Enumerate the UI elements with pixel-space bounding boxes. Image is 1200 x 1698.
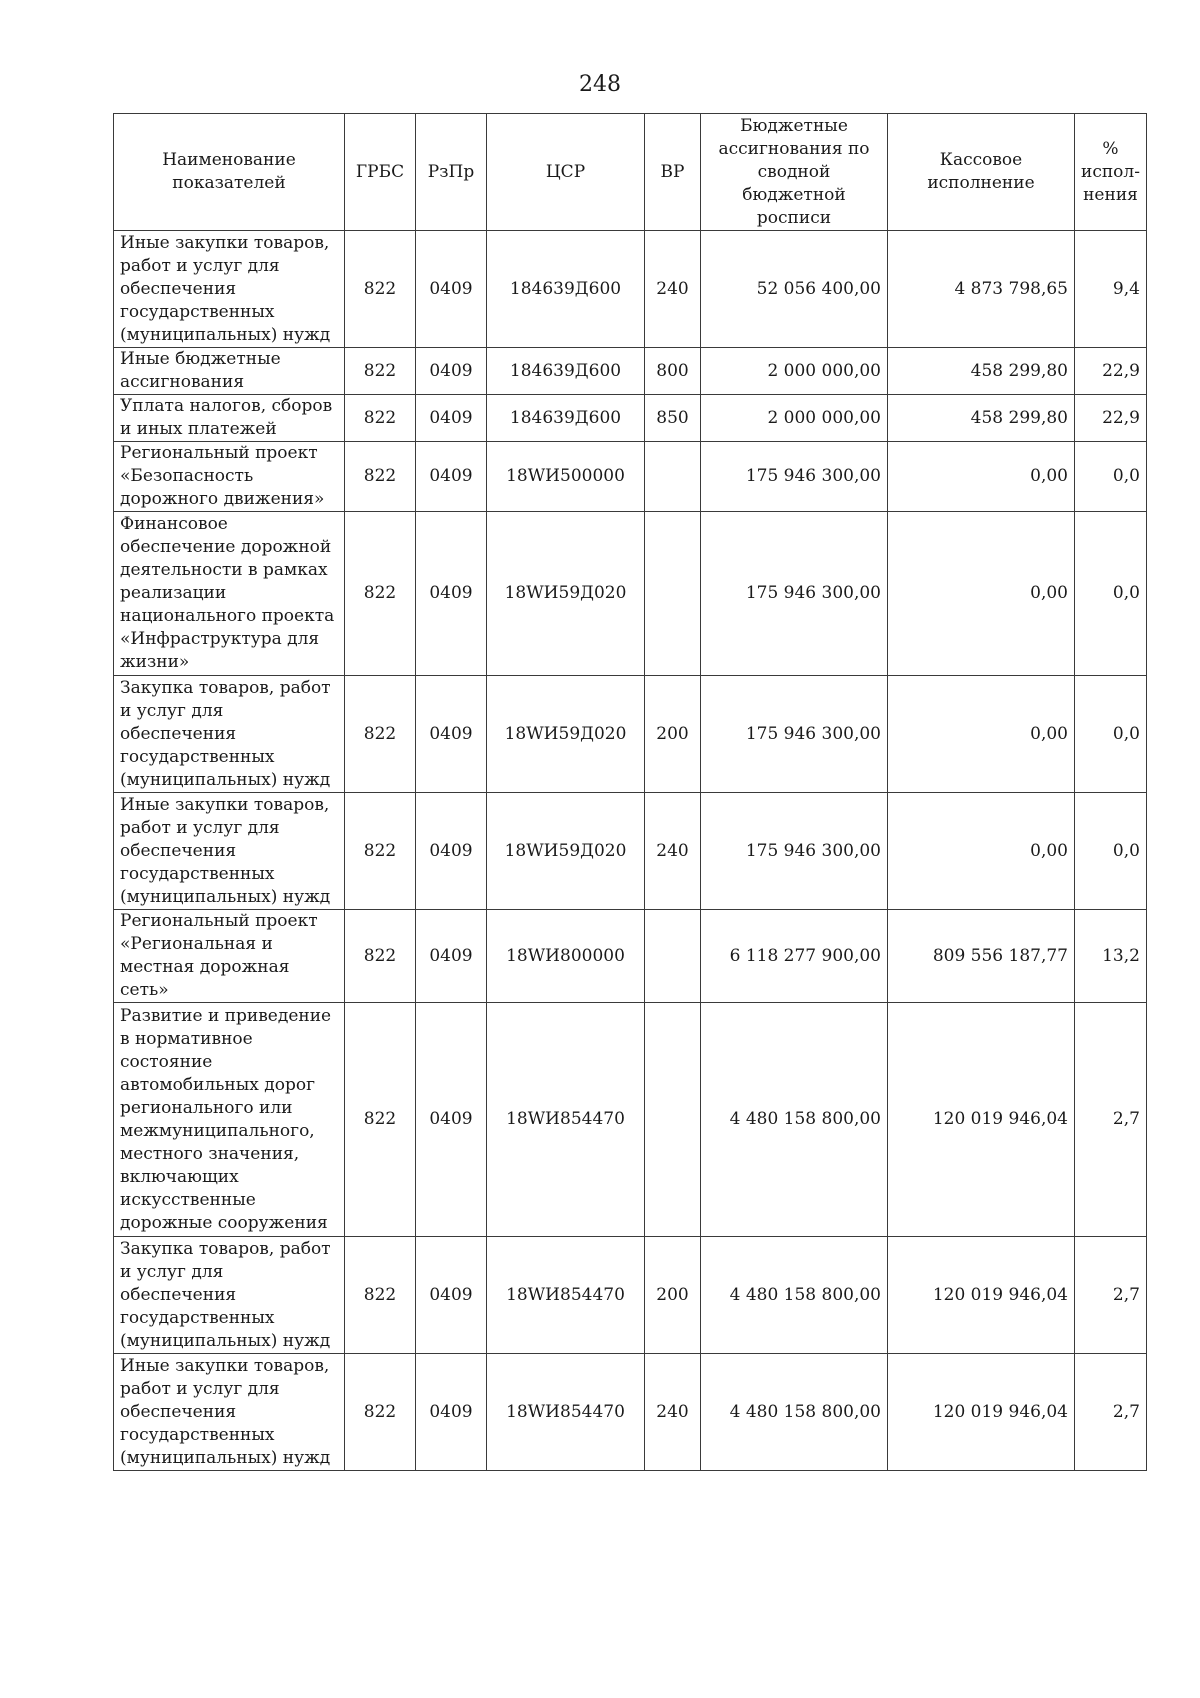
row-budget: 4 480 158 800,00 bbox=[701, 1354, 888, 1471]
row-rzpr: 0409 bbox=[416, 1354, 487, 1471]
table-body bbox=[114, 231, 1147, 1471]
row-csr: 184639Д600 bbox=[487, 395, 645, 442]
row-grbs: 822 bbox=[345, 1003, 416, 1237]
table-row bbox=[114, 395, 1147, 442]
row-rzpr: 0409 bbox=[416, 512, 487, 676]
row-budget: 175 946 300,00 bbox=[701, 512, 888, 676]
row-cash: 0,00 bbox=[888, 676, 1075, 793]
table-row bbox=[114, 512, 1147, 676]
header-rzpr: РзПр bbox=[416, 114, 487, 231]
row-grbs: 822 bbox=[345, 1237, 416, 1354]
row-name: Иные закупки товаров, работ и услуг для обеспечения государственных (муниципальных) нужд bbox=[114, 793, 345, 910]
row-cash: 0,00 bbox=[888, 442, 1075, 512]
row-pct: 2,7 bbox=[1075, 1003, 1147, 1237]
table-row bbox=[114, 348, 1147, 395]
header-grbs: ГРБС bbox=[345, 114, 416, 231]
row-cash: 0,00 bbox=[888, 793, 1075, 910]
row-name: Уплата налогов, сборов и иных платежей bbox=[114, 395, 345, 442]
row-vr bbox=[645, 512, 701, 676]
row-vr: 850 bbox=[645, 395, 701, 442]
row-cash: 120 019 946,04 bbox=[888, 1237, 1075, 1354]
table-row bbox=[114, 1354, 1147, 1471]
row-budget: 175 946 300,00 bbox=[701, 442, 888, 512]
row-vr: 240 bbox=[645, 793, 701, 910]
row-budget: 4 480 158 800,00 bbox=[701, 1003, 888, 1237]
row-cash: 458 299,80 bbox=[888, 395, 1075, 442]
row-pct: 13,2 bbox=[1075, 910, 1147, 1003]
row-budget: 175 946 300,00 bbox=[701, 676, 888, 793]
table-row bbox=[114, 910, 1147, 1003]
header-csr: ЦСР bbox=[487, 114, 645, 231]
table-row bbox=[114, 676, 1147, 793]
row-budget: 2 000 000,00 bbox=[701, 395, 888, 442]
row-csr: 18WИ500000 bbox=[487, 442, 645, 512]
row-grbs: 822 bbox=[345, 348, 416, 395]
row-grbs: 822 bbox=[345, 231, 416, 348]
row-csr: 18WИ854470 bbox=[487, 1354, 645, 1471]
row-pct: 9,4 bbox=[1075, 231, 1147, 348]
row-rzpr: 0409 bbox=[416, 676, 487, 793]
row-name: Закупка товаров, работ и услуг для обеспечения государственных (муниципальных) нужд bbox=[114, 676, 345, 793]
row-grbs: 822 bbox=[345, 512, 416, 676]
row-pct: 0,0 bbox=[1075, 793, 1147, 910]
row-csr: 184639Д600 bbox=[487, 348, 645, 395]
row-rzpr: 0409 bbox=[416, 910, 487, 1003]
row-budget: 2 000 000,00 bbox=[701, 348, 888, 395]
row-name: Развитие и приведение в нормативное состояние автомобильных дорог регионального или межмуниципального, местного значения, включающих искусственные дорожные сооружения bbox=[114, 1003, 345, 1237]
row-vr bbox=[645, 442, 701, 512]
row-grbs: 822 bbox=[345, 1354, 416, 1471]
row-grbs: 822 bbox=[345, 910, 416, 1003]
table-row bbox=[114, 1003, 1147, 1237]
row-csr: 18WИ854470 bbox=[487, 1003, 645, 1237]
row-rzpr: 0409 bbox=[416, 793, 487, 910]
table-row bbox=[114, 793, 1147, 910]
row-pct: 0,0 bbox=[1075, 442, 1147, 512]
row-cash: 120 019 946,04 bbox=[888, 1003, 1075, 1237]
row-csr: 18WИ59Д020 bbox=[487, 793, 645, 910]
row-pct: 2,7 bbox=[1075, 1237, 1147, 1354]
row-grbs: 822 bbox=[345, 442, 416, 512]
row-vr bbox=[645, 910, 701, 1003]
row-vr bbox=[645, 1003, 701, 1237]
row-rzpr: 0409 bbox=[416, 348, 487, 395]
table-row bbox=[114, 442, 1147, 512]
header-budget: Бюджетные ассигнования по сводной бюджетной росписи bbox=[701, 114, 888, 231]
row-name: Региональный проект «Безопасность дорожного движения» bbox=[114, 442, 345, 512]
row-csr: 18WИ59Д020 bbox=[487, 512, 645, 676]
row-cash: 120 019 946,04 bbox=[888, 1354, 1075, 1471]
budget-execution-table bbox=[113, 113, 1147, 1471]
row-csr: 18WИ59Д020 bbox=[487, 676, 645, 793]
row-cash: 4 873 798,65 bbox=[888, 231, 1075, 348]
row-csr: 18WИ854470 bbox=[487, 1237, 645, 1354]
row-vr: 240 bbox=[645, 231, 701, 348]
row-pct: 22,9 bbox=[1075, 395, 1147, 442]
row-name: Закупка товаров, работ и услуг для обеспечения государственных (муниципальных) нужд bbox=[114, 1237, 345, 1354]
header-pct: % испол-нения bbox=[1075, 114, 1147, 231]
page-number: 248 bbox=[579, 72, 621, 97]
row-name: Региональный проект «Региональная и местная дорожная сеть» bbox=[114, 910, 345, 1003]
row-pct: 2,7 bbox=[1075, 1354, 1147, 1471]
row-csr: 18WИ800000 bbox=[487, 910, 645, 1003]
row-budget: 4 480 158 800,00 bbox=[701, 1237, 888, 1354]
table-header bbox=[114, 114, 1147, 231]
header-name: Наименование показателей bbox=[114, 114, 345, 231]
row-rzpr: 0409 bbox=[416, 1003, 487, 1237]
row-pct: 0,0 bbox=[1075, 512, 1147, 676]
row-vr: 800 bbox=[645, 348, 701, 395]
row-name: Иные закупки товаров, работ и услуг для обеспечения государственных (муниципальных) нужд bbox=[114, 231, 345, 348]
row-grbs: 822 bbox=[345, 395, 416, 442]
row-vr: 240 bbox=[645, 1354, 701, 1471]
row-grbs: 822 bbox=[345, 676, 416, 793]
row-cash: 0,00 bbox=[888, 512, 1075, 676]
row-vr: 200 bbox=[645, 676, 701, 793]
row-name: Иные закупки товаров, работ и услуг для обеспечения государственных (муниципальных) нужд bbox=[114, 1354, 345, 1471]
row-name: Финансовое обеспечение дорожной деятельности в рамках реализации национального проекта «Инфраструктура для жизни» bbox=[114, 512, 345, 676]
row-rzpr: 0409 bbox=[416, 442, 487, 512]
row-pct: 0,0 bbox=[1075, 676, 1147, 793]
row-pct: 22,9 bbox=[1075, 348, 1147, 395]
row-vr: 200 bbox=[645, 1237, 701, 1354]
row-csr: 184639Д600 bbox=[487, 231, 645, 348]
row-grbs: 822 bbox=[345, 793, 416, 910]
table-row bbox=[114, 231, 1147, 348]
row-rzpr: 0409 bbox=[416, 395, 487, 442]
row-rzpr: 0409 bbox=[416, 231, 487, 348]
row-cash: 809 556 187,77 bbox=[888, 910, 1075, 1003]
header-cash: Кассовое исполнение bbox=[888, 114, 1075, 231]
row-rzpr: 0409 bbox=[416, 1237, 487, 1354]
header-vr: ВР bbox=[645, 114, 701, 231]
table-row bbox=[114, 1237, 1147, 1354]
row-name: Иные бюджетные ассигнования bbox=[114, 348, 345, 395]
row-cash: 458 299,80 bbox=[888, 348, 1075, 395]
row-budget: 52 056 400,00 bbox=[701, 231, 888, 348]
row-budget: 6 118 277 900,00 bbox=[701, 910, 888, 1003]
row-budget: 175 946 300,00 bbox=[701, 793, 888, 910]
